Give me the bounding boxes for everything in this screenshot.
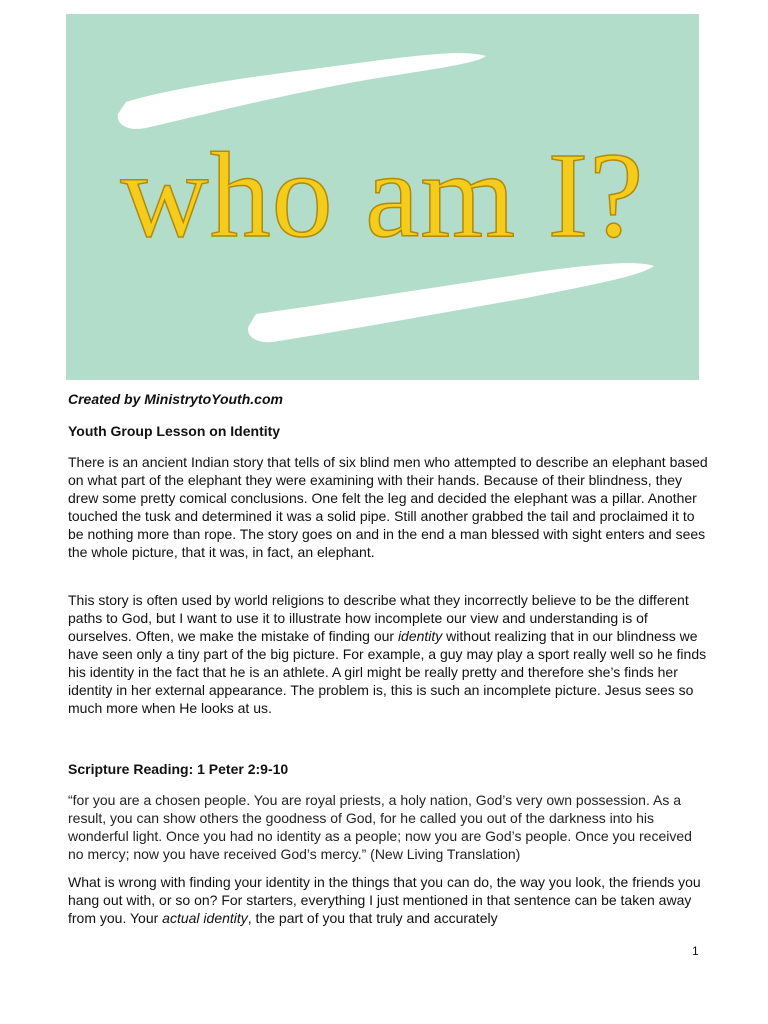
page-number: 1 (692, 944, 699, 958)
title-banner (66, 14, 699, 380)
scripture-heading: Scripture Reading: 1 Peter 2:9-10 (68, 761, 289, 777)
lesson-title: Youth Group Lesson on Identity (68, 423, 281, 439)
identity-emphasis: identity (397, 628, 443, 644)
scripture-quote: “for you are a chosen people. You are royal priests, a holy nation, God’s very own possession. As a result, you can show others the goodness of God, for he called you out of the darkness into his wonderful light. Once you had no identity as a people; now you are God’s people. Once you received no mercy; now you have received God’s mercy.” (New Living Translation) (68, 792, 692, 862)
intro-paragraph: There is an ancient Indian story that tells of six blind men who attempted to describe an elephant based on what part of the elephant they were examining with their hands. Because of their blindness, they drew some pretty comical conclusions. One felt the leg and decided the elephant was a pillar. Another touched the tusk and determined it was a solid pipe. Still another grabbed the tail and proclaimed it to be nothing more than rope. The story goes on and in the end a man blessed with sight enters and sees the whole picture, that it was, in fact, an elephant. (68, 454, 708, 560)
credit-line: Created by MinistrytoYouth.com (68, 391, 283, 407)
identity-paragraph: What is wrong with finding your identity in the things that you can do, the way you look, the friends you hang out with, or so on? For starters, everything I just mentioned in that sentence can be taken away from you. Your actual identity, the part of you that truly and accurately (68, 874, 701, 926)
illustration-paragraph: This story is often used by world religions to describe what they incorrectly believe to be the different paths to God, but I want to use it to illustrate how incomplete our view and understanding is of ourselves. Often, we make the mistake of finding our identity without realizing that in our blindness we have seen only a tiny part of the big picture. For example, a guy may play a sport really well so he finds his identity in the fact that he is an athlete. A girl might be really pretty and therefore she’s finds her identity in her external appearance. The problem is, this is such an incomplete picture. Jesus sees so much more when He looks at us. (68, 592, 707, 716)
actual-identity-emphasis: actual identity (162, 910, 248, 926)
banner-title: who am I? (120, 128, 645, 263)
